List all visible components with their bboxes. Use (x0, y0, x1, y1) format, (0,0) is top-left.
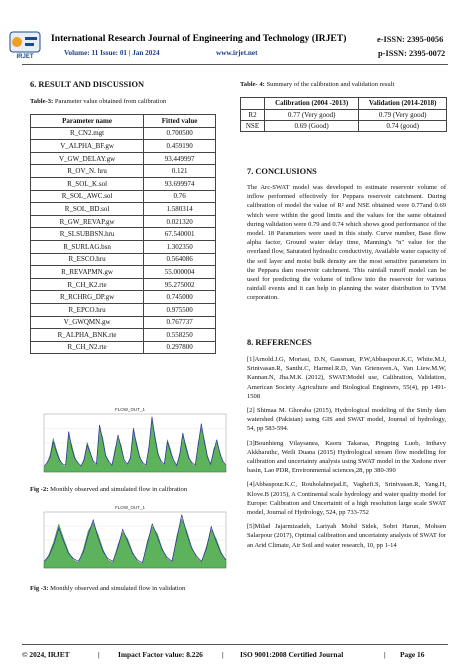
fig3-svg (30, 502, 230, 578)
table-row (31, 190, 216, 203)
chart-title: FLOW_OUT_1 (114, 407, 146, 412)
table-header-cell: Parameter name (31, 115, 144, 128)
table-row (31, 177, 216, 190)
parameter-name-cell: R_RCHRG_DP.gw (31, 291, 144, 304)
footer-divider (22, 644, 448, 645)
metric-value-cell: 0.79 (Very good) (359, 110, 447, 121)
fig3-chart (30, 502, 230, 578)
table-row (31, 215, 216, 228)
table-row (31, 152, 216, 165)
parameter-name-cell: R_ALPHA_BNK.rte (31, 329, 144, 342)
fitted-value-cell: 67.540001 (144, 228, 216, 241)
table-row (31, 240, 216, 253)
reference-item: [1]Arnold.J.G, Moriasi, D.N, Gassman, P.W,Abbaspour.K.C, White.M.J, Srinivasan.R, Santhi.C, Harmel.R.D, Van Griensven.A, Van Liew.M.W, Kannan.N, Jha.M.K (2012), SWAT:Model use, Calibration, Validation, American Society Agriculture and Biological Engineers, 55(4), pp 1491-1508 (247, 356, 446, 400)
table-row (31, 291, 216, 304)
table-row (31, 165, 216, 178)
parameter-name-cell: R_EPCO.hru (31, 303, 144, 316)
fitted-value-cell: 1.580314 (144, 203, 216, 216)
journal-url[interactable]: www.irjet.net (216, 49, 258, 57)
fig2-caption-label: Fig -2: (30, 486, 49, 493)
fig3-caption-text: Monthly observed and simulated flow in validation (48, 585, 186, 592)
table-row (31, 203, 216, 216)
parameter-name-cell: R_CH_K2.rte (31, 278, 144, 291)
footer-separator: | (98, 650, 100, 659)
fitted-value-cell: 0.76 (144, 190, 216, 203)
logo-text: IRJET (16, 54, 34, 60)
parameter-name-cell: R_SURLAG.bsn (31, 240, 144, 253)
fitted-value-cell: 0.121 (144, 165, 216, 178)
fig2-caption-text: Monthly observed and simulated flow in calibration (48, 486, 188, 493)
fitted-value-cell: 95.275002 (144, 278, 216, 291)
table-header-cell: Calibration (2004 -2013) (265, 98, 359, 110)
table-summary (240, 97, 447, 132)
parameter-name-cell: R_OV_N. hru (31, 165, 144, 178)
table3-caption (30, 98, 166, 105)
table4-caption (240, 81, 394, 88)
metric-name-cell: R2 (241, 110, 265, 121)
table-header-cell: Fitted value (144, 115, 216, 128)
parameter-name-cell: R_SOL_BD.sol (31, 203, 144, 216)
fitted-value-cell: 0.564086 (144, 253, 216, 266)
parameter-name-cell: V_GWQMN.gw (31, 316, 144, 329)
volume-info: Volume: 11 Issue: 01 | Jan 2024 (64, 49, 160, 57)
footer-separator: | (222, 650, 224, 659)
table-header-cell (241, 98, 265, 110)
footer-page: Page 16 (400, 650, 425, 659)
table-header-row (241, 98, 447, 110)
parameter-name-cell: V_GW_DELAY.gw (31, 152, 144, 165)
fitted-value-cell: 0.745000 (144, 291, 216, 304)
eissn: e-ISSN: 2395-0056 (377, 35, 444, 44)
fitted-value-cell: 0.558250 (144, 329, 216, 342)
parameter-name-cell: R_SLSUBBSN.hru (31, 228, 144, 241)
table-header-row (31, 115, 216, 128)
reference-item: [5]Milad Jajarmizadeh, Lariyah Mohd Sidek, Sobri Harun, Mohsen Salarpour (2017), Optimal calibration and uncertainty analysis of SWAT for an Arid Climate, Air Soil and water research, 10, pp 1-14 (247, 523, 446, 549)
parameter-name-cell: R_ESCO.hru (31, 253, 144, 266)
table-header-cell: Validation (2014-2018) (359, 98, 447, 110)
table-row (241, 110, 447, 121)
pissn: p-ISSN: 2395-0072 (378, 49, 446, 58)
footer-separator: | (384, 650, 386, 659)
table-row (241, 121, 447, 132)
fitted-value-cell: 55.000004 (144, 266, 216, 279)
metric-value-cell: 0.77 (Very good) (265, 110, 359, 121)
fitted-value-cell: 0.459190 (144, 140, 216, 153)
table-row (31, 127, 216, 140)
conclusions-paragraph: The Arc-SWAT model was developed to estimate reservoir volume of inflow performed effectively for Peppara reservoir catchment. During calibration of model the value of R² and NSE obtained were 0.77and 0.69 which were within the good limits and the values for the same obtained during validation were 0.79 and 0.74 which shows good performance of the model. 18 Parameters were used in this study. Curve number, Base flow alpha factor, Ground water delay time, Manning's "n" value for the overland flow, Saturated hydraulic conductivity, Available water capacity of the soil layer and moist bulk density are the most sensitive parameters in the Peppara dam reservoir catchment. This rainfall runoff model can be used for predicting the volume of inflow into the reservoir for various rainfall events and it can help in planning the water distribution to TVM corporation. (247, 184, 446, 302)
journal-title: International Research Journal of Engineering and Technology (IRJET) (51, 33, 347, 44)
reference-item: [3]Bounhieng Vilaysanea, Kaoru Takaraa, Pingping Luob, Inthavy Akkharathc, Weili Duana (2015) Hydrological stream flow modelling for calibration and uncertainty analysis using SWAT model in the Xedone river basin, Lao PDR, Environmental sciences,28, pp 380-390 (247, 439, 446, 475)
table-row (31, 341, 216, 354)
fitted-value-cell: 0.975500 (144, 303, 216, 316)
fitted-value-cell: 0.297800 (144, 341, 216, 354)
fig2-caption (30, 486, 187, 493)
metric-value-cell: 0.69 (Good) (265, 121, 359, 132)
table-row (31, 316, 216, 329)
table3-caption-text: Parameter value obtained from calibration (53, 98, 167, 105)
header-divider (22, 64, 448, 65)
parameter-name-cell: R_GW_REVAP.gw (31, 215, 144, 228)
fitted-value-cell: 0.767737 (144, 316, 216, 329)
footer-copyright: © 2024, IRJET (22, 650, 70, 659)
section-heading-results: 6. RESULT AND DISCUSSION (30, 80, 145, 89)
table4-caption-text: Summary of the calibration and validation result (264, 81, 395, 88)
table-parameters (30, 114, 216, 354)
fig3-caption-label: Fig -3: (30, 585, 49, 592)
parameter-name-cell: R_SOL_AWC.sol (31, 190, 144, 203)
fitted-value-cell: 1.302350 (144, 240, 216, 253)
fitted-value-cell: 93.449997 (144, 152, 216, 165)
reference-item: [2] Shimaa M. Ghoraba (2015), Hydrological modeling of the Simly dam watershed (Pakistan) using GIS and SWAT model, Journal of hydrology, 54, pp 583-594. (247, 407, 446, 433)
table-row (31, 228, 216, 241)
fitted-value-cell: 0.021320 (144, 215, 216, 228)
metric-name-cell: NSE (241, 121, 265, 132)
parameter-name-cell: R_REVAPMN.gw (31, 266, 144, 279)
fitted-value-cell: 0.700500 (144, 127, 216, 140)
fig2-svg (30, 404, 230, 482)
table-row (31, 266, 216, 279)
series-observed-line (44, 515, 226, 563)
parameter-name-cell: R_SOL_K.sol (31, 177, 144, 190)
section-heading-conclusions: 7. CONCLUSIONS (247, 167, 317, 176)
section-heading-references: 8. REFERENCES (247, 338, 312, 347)
chart-title: FLOW_OUT_1 (114, 505, 146, 510)
table-row (31, 303, 216, 316)
reference-item: [4]Abbaspour.K.C, Rouholahnejad.E, Vaghefi.S, Srinivasan.R, Yang.H, Klove.B (2015), A Continental scale hydrology and water quality model for Europe: Calibration and Uncertainit of a high resolution large scale SWAT model, Journal of Hydrology, 524, pp 733-752 (247, 481, 446, 517)
table-row (31, 253, 216, 266)
reference-list (247, 355, 446, 555)
table-row (31, 140, 216, 153)
table4-caption-label: Table- 4: (240, 81, 265, 88)
table-row (31, 329, 216, 342)
fig2-chart (30, 404, 230, 482)
footer-iso: ISO 9001:2008 Certified Journal (240, 650, 344, 659)
table3-caption-label: Table-3: (30, 98, 54, 105)
parameter-name-cell: V_ALPHA_BF.gw (31, 140, 144, 153)
parameter-name-cell: R_CH_N2.rte (31, 341, 144, 354)
fig3-caption (30, 585, 185, 592)
parameter-name-cell: R_CN2.mgt (31, 127, 144, 140)
table-row (31, 278, 216, 291)
fitted-value-cell: 93.699974 (144, 177, 216, 190)
footer-impact: Impact Factor value: 8.226 (118, 650, 203, 659)
metric-value-cell: 0.74 (good) (359, 121, 447, 132)
